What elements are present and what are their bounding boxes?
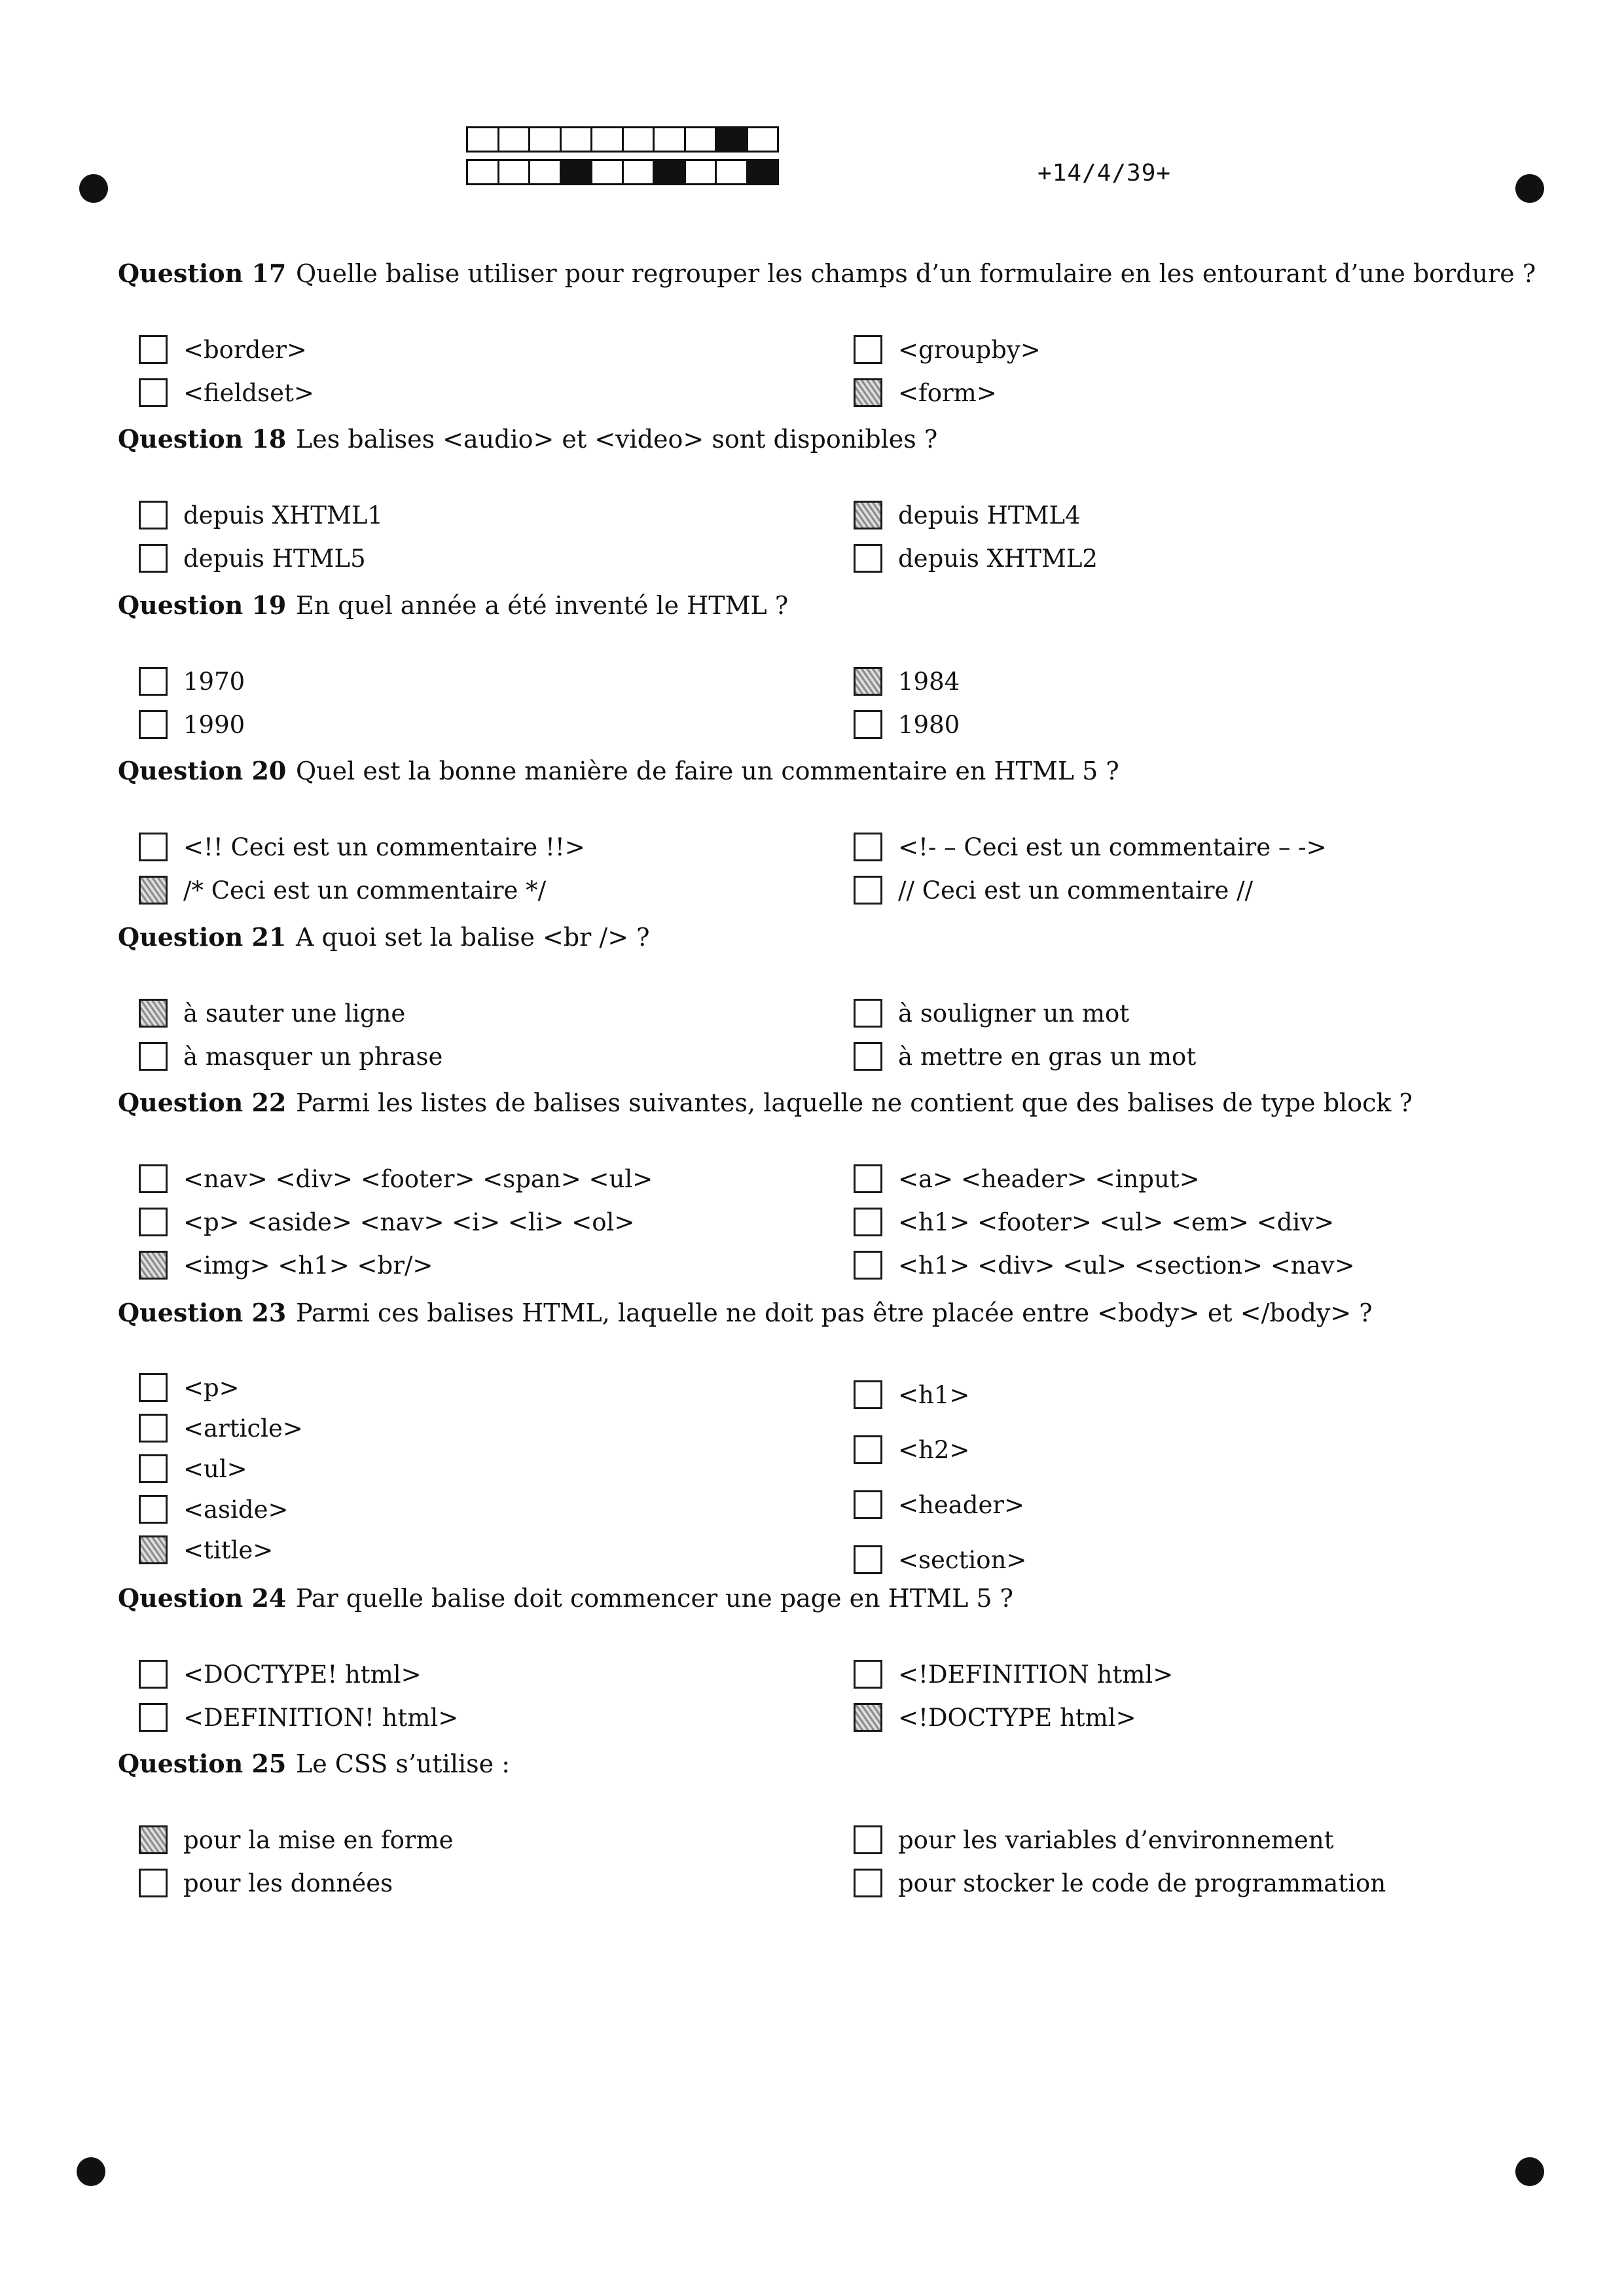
checkbox[interactable] (139, 710, 168, 739)
checkbox-checked[interactable] (139, 1251, 168, 1280)
checkbox[interactable] (139, 1454, 168, 1483)
answer-option[interactable] (139, 1861, 454, 1905)
answer-column-left (139, 660, 245, 746)
checkbox[interactable] (139, 1042, 168, 1071)
answer-option[interactable] (854, 869, 1327, 912)
answer-column-right (854, 1818, 1386, 1905)
answer-option[interactable] (854, 1244, 1355, 1287)
answer-option[interactable] (139, 328, 314, 371)
checkbox-checked[interactable] (854, 667, 882, 696)
answer-label: <!- – Ceci est un commentaire – -> (898, 833, 1327, 861)
answer-label: <h1> (898, 1380, 970, 1409)
answer-option[interactable] (139, 1530, 303, 1570)
answer-label: <p> <aside> <nav> <i> <li> <ol> (183, 1208, 635, 1236)
checkbox[interactable] (139, 1373, 168, 1402)
question-block (118, 1298, 1545, 1574)
answer-label: depuis HTML5 (183, 544, 366, 573)
checkbox[interactable] (139, 1869, 168, 1897)
answer-label: <h1> <div> <ul> <section> <nav> (898, 1251, 1355, 1280)
answer-label: <p> (183, 1373, 240, 1402)
answer-column-left (139, 1818, 454, 1905)
answer-option[interactable] (854, 1035, 1196, 1078)
checkbox-checked[interactable] (854, 1703, 882, 1732)
answer-label: <!DEFINITION html> (898, 1660, 1174, 1689)
answer-option[interactable] (854, 992, 1196, 1035)
question-header (118, 590, 1545, 630)
checkbox[interactable] (854, 1380, 882, 1409)
answer-label: 1980 (898, 710, 960, 739)
question-header (118, 1583, 1545, 1623)
answer-option[interactable] (139, 371, 314, 414)
question-number: Question 21 (118, 922, 287, 952)
answer-option[interactable] (854, 1532, 1026, 1587)
checkbox-checked[interactable] (139, 999, 168, 1028)
question-header (118, 424, 1545, 463)
question-text: Quel est la bonne manière de faire un commentaire en HTML 5 ? (296, 757, 1119, 785)
corner-mark-bottom-left (77, 2157, 105, 2186)
question-number: Question 18 (118, 424, 287, 454)
answer-option[interactable] (854, 825, 1327, 869)
barcode-cell (748, 161, 778, 183)
answer-option[interactable] (139, 825, 585, 869)
answer-option[interactable] (854, 371, 1041, 414)
answer-column-left (139, 1157, 653, 1287)
answer-label: à masquer un phrase (183, 1042, 443, 1071)
barcode-cell (468, 161, 499, 183)
answer-option[interactable] (139, 493, 383, 537)
answer-label: <!! Ceci est un commentaire !!> (183, 833, 585, 861)
answer-column-right (854, 825, 1327, 912)
question-header (118, 1749, 1545, 1788)
answer-label: <title> (183, 1535, 274, 1564)
question-header (118, 922, 1545, 961)
barcode-cell (686, 128, 717, 151)
checkbox[interactable] (854, 876, 882, 905)
answer-label: pour stocker le code de programmation (898, 1869, 1386, 1897)
answer-option[interactable] (139, 1653, 458, 1696)
checkbox[interactable] (139, 833, 168, 861)
answer-label: <img> <h1> <br/> (183, 1251, 433, 1280)
question-header (118, 756, 1545, 795)
answer-column-left (139, 1367, 303, 1570)
question-number: Question 22 (118, 1088, 287, 1117)
answer-label: pour la mise en forme (183, 1825, 454, 1854)
question-block (118, 1749, 1545, 1897)
answer-option[interactable] (139, 537, 383, 580)
answer-option[interactable] (854, 1200, 1355, 1244)
question-text: Par quelle balise doit commencer une page en HTML 5 ? (296, 1584, 1013, 1613)
barcode-cell (468, 128, 499, 151)
answer-option[interactable] (139, 1489, 303, 1530)
answer-label: <header> (898, 1490, 1025, 1519)
answer-label: depuis HTML4 (898, 501, 1081, 529)
answer-label: depuis XHTML2 (898, 544, 1098, 573)
checkbox[interactable] (139, 1660, 168, 1689)
answer-option[interactable] (854, 328, 1041, 371)
checkbox[interactable] (854, 1435, 882, 1464)
question-text: A quoi set la balise <br /> ? (296, 923, 650, 952)
answer-column-right (854, 1653, 1173, 1739)
answer-label: 1990 (183, 710, 245, 739)
barcode-cell (562, 128, 593, 151)
answer-label: <h2> (898, 1435, 970, 1464)
barcode-top-row (466, 126, 779, 152)
answer-option[interactable] (139, 1408, 303, 1448)
answer-option[interactable] (854, 1477, 1026, 1532)
question-number: Question 23 (118, 1298, 287, 1327)
checkbox[interactable] (854, 1251, 882, 1280)
answer-label: pour les données (183, 1869, 393, 1897)
question-number: Question 25 (118, 1749, 287, 1778)
answer-option[interactable] (139, 992, 442, 1035)
answer-option[interactable] (139, 1200, 653, 1244)
checkbox[interactable] (854, 335, 882, 364)
barcode-cell (499, 128, 531, 151)
answer-label: <fieldset> (183, 378, 314, 407)
answer-option[interactable] (139, 1035, 442, 1078)
question-header (118, 259, 1545, 298)
answer-option[interactable] (854, 1422, 1026, 1477)
barcode-cell (592, 161, 624, 183)
checkbox-checked[interactable] (139, 1825, 168, 1854)
corner-mark-top-left (79, 174, 108, 203)
answer-label: <DOCTYPE! html> (183, 1660, 422, 1689)
barcode-cell (686, 161, 717, 183)
checkbox[interactable] (139, 335, 168, 364)
corner-mark-bottom-right (1515, 2157, 1544, 2186)
question-text: Les balises <audio> et <video> sont disponibles ? (296, 425, 938, 454)
checkbox[interactable] (854, 1545, 882, 1574)
barcode-cell (530, 128, 562, 151)
answer-label: <a> <header> <input> (898, 1164, 1200, 1193)
question-number: Question 24 (118, 1583, 287, 1613)
answer-label: // Ceci est un commentaire // (898, 876, 1254, 905)
answer-label: à sauter une ligne (183, 999, 406, 1028)
answer-column-right (854, 493, 1098, 580)
barcode-cell (624, 161, 655, 183)
answer-column-left (139, 493, 383, 580)
answer-column-left (139, 1653, 458, 1739)
answer-option[interactable] (139, 869, 585, 912)
checkbox-checked[interactable] (139, 876, 168, 905)
checkbox[interactable] (139, 501, 168, 529)
barcode-cell (624, 128, 655, 151)
barcode-cell (748, 128, 778, 151)
answer-label: <h1> <footer> <ul> <em> <div> (898, 1208, 1335, 1236)
question-text: Parmi les listes de balises suivantes, laquelle ne contient que des balises de type block ? (296, 1088, 1413, 1117)
barcode-bottom-row (466, 159, 779, 185)
answer-label: <groupby> (898, 335, 1041, 364)
answer-option[interactable] (139, 1157, 653, 1200)
checkbox[interactable] (854, 710, 882, 739)
barcode-cell (530, 161, 562, 183)
question-number: Question 19 (118, 590, 287, 620)
answer-option[interactable] (854, 1157, 1355, 1200)
checkbox[interactable] (854, 1164, 882, 1193)
checkbox-checked[interactable] (854, 378, 882, 407)
checkbox[interactable] (139, 1208, 168, 1236)
answer-column-left (139, 992, 442, 1078)
checkbox[interactable] (139, 1414, 168, 1443)
answer-option[interactable] (854, 1653, 1173, 1696)
checkbox[interactable] (139, 1495, 168, 1524)
checkbox[interactable] (139, 544, 168, 573)
checkbox-checked[interactable] (139, 1535, 168, 1564)
answer-label: <article> (183, 1414, 303, 1443)
question-number: Question 17 (118, 259, 287, 288)
question-block (118, 1583, 1545, 1732)
answer-option[interactable] (854, 493, 1098, 537)
page-identifier: +14/4/39+ (1038, 160, 1172, 187)
checkbox[interactable] (854, 1660, 882, 1689)
question-text: En quel année a été inventé le HTML ? (296, 591, 789, 620)
barcode-cell (592, 128, 624, 151)
answer-option[interactable] (139, 1367, 303, 1408)
question-block (118, 756, 1545, 905)
checkbox[interactable] (854, 1490, 882, 1519)
answer-column-right (854, 328, 1041, 414)
barcode-cell (655, 128, 686, 151)
answer-option[interactable] (854, 660, 960, 703)
answer-label: <nav> <div> <footer> <span> <ul> (183, 1164, 653, 1193)
checkbox[interactable] (854, 1208, 882, 1236)
answer-option[interactable] (854, 703, 960, 746)
checkbox[interactable] (854, 1869, 882, 1897)
question-text: Le CSS s’utilise : (296, 1749, 511, 1778)
checkbox[interactable] (854, 1042, 882, 1071)
checkbox[interactable] (139, 378, 168, 407)
barcode-cell (717, 161, 748, 183)
answer-column-left (139, 825, 585, 912)
barcode-cell (562, 161, 593, 183)
checkbox[interactable] (854, 999, 882, 1028)
answer-label: à mettre en gras un mot (898, 1042, 1197, 1071)
answer-column-right (854, 1157, 1355, 1287)
answer-column-right (854, 1367, 1026, 1587)
question-block (118, 590, 1545, 739)
answer-option[interactable] (139, 1244, 653, 1287)
question-text: Parmi ces balises HTML, laquelle ne doit pas être placée entre <body> et </body> ? (296, 1299, 1373, 1327)
answer-option[interactable] (139, 1448, 303, 1489)
corner-mark-top-right (1515, 174, 1544, 203)
question-text: Quelle balise utiliser pour regrouper les champs d’un formulaire en les entourant d’une bordure ? (296, 259, 1536, 288)
answer-option[interactable] (139, 1818, 454, 1861)
answer-label: <section> (898, 1545, 1027, 1574)
answer-option[interactable] (854, 1818, 1386, 1861)
checkbox[interactable] (139, 667, 168, 696)
answer-label: <border> (183, 335, 307, 364)
barcode-cell (655, 161, 686, 183)
question-block (118, 259, 1545, 407)
answer-option[interactable] (139, 660, 245, 703)
question-number: Question 20 (118, 756, 287, 785)
barcode-cell (717, 128, 748, 151)
answer-option[interactable] (854, 1696, 1173, 1739)
answer-label: /* Ceci est un commentaire */ (183, 876, 547, 905)
answer-label: <aside> (183, 1495, 289, 1524)
answer-label: 1970 (183, 667, 245, 696)
answer-label: 1984 (898, 667, 960, 696)
checkbox[interactable] (139, 1164, 168, 1193)
answer-option[interactable] (854, 1367, 1026, 1422)
answer-label: depuis XHTML1 (183, 501, 383, 529)
answer-label: <DEFINITION! html> (183, 1703, 459, 1732)
answer-option[interactable] (139, 703, 245, 746)
question-header (118, 1088, 1545, 1127)
question-block (118, 1088, 1545, 1280)
answer-label: <form> (898, 378, 997, 407)
answer-label: à souligner un mot (898, 999, 1130, 1028)
answer-column-left (139, 328, 314, 414)
checkbox[interactable] (854, 833, 882, 861)
answer-column-right (854, 992, 1196, 1078)
answer-option[interactable] (139, 1696, 458, 1739)
answer-label: <!DOCTYPE html> (898, 1703, 1136, 1732)
answer-label: <ul> (183, 1454, 247, 1483)
answer-option[interactable] (854, 1861, 1386, 1905)
question-header (118, 1298, 1545, 1337)
answer-option[interactable] (854, 537, 1098, 580)
checkbox[interactable] (139, 1703, 168, 1732)
question-block (118, 922, 1545, 1071)
answer-column-right (854, 660, 960, 746)
barcode-cell (499, 161, 531, 183)
checkbox[interactable] (854, 1825, 882, 1854)
checkbox[interactable] (854, 544, 882, 573)
answer-label: pour les variables d’environnement (898, 1825, 1334, 1854)
checkbox-checked[interactable] (854, 501, 882, 529)
question-block (118, 424, 1545, 573)
